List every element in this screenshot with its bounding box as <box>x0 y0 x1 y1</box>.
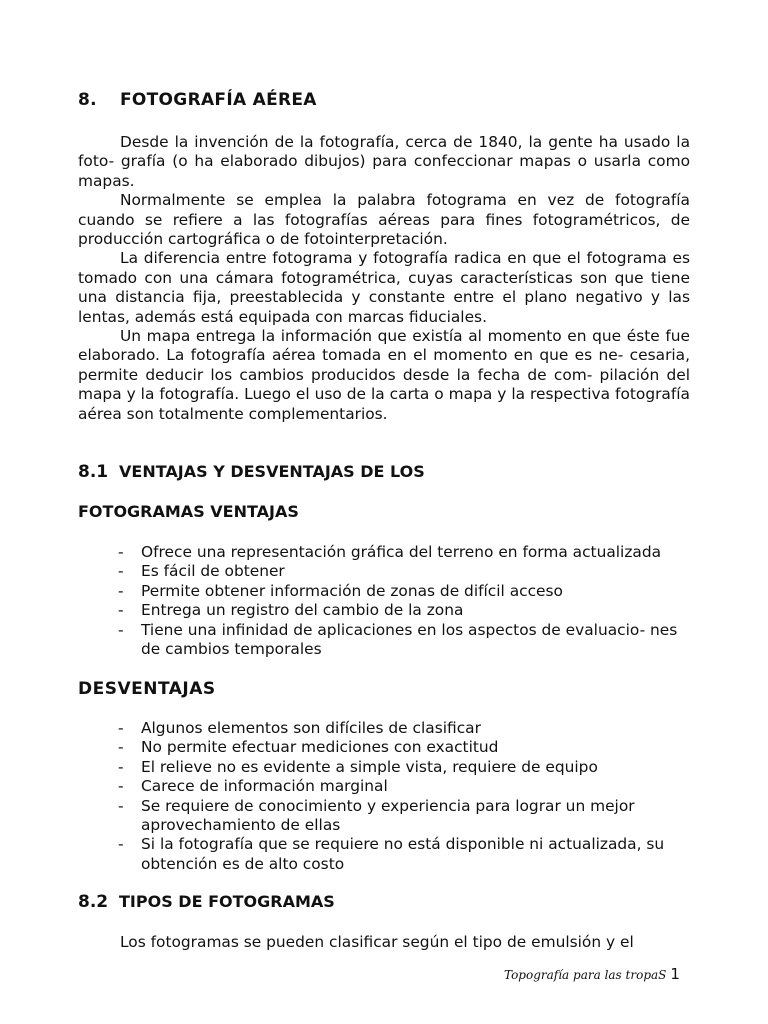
paragraph: Un mapa entrega la información que existía al momento en que éste fue elaborado. La fotografía aérea tomada en el momento en que es ne- cesaria, permite deducir los cambios producidos desde la fecha de com- pilación del mapa y la fotografía. Luego el uso de la carta o mapa y la respectiva fotografía aérea son totalmente complementarios. <box>78 327 690 423</box>
section-8-2-heading <box>78 892 335 912</box>
list-item: - Permite obtener información de zonas de difícil acceso <box>78 582 690 601</box>
list-item: - Si la fotografía que se requiere no está disponible ni actualizada, su obtención es de alto costo <box>78 835 690 874</box>
list-item: - Se requiere de conocimiento y experiencia para lograr un mejor aprovechamiento de ellas <box>78 797 690 836</box>
section-8-number: 8. <box>78 90 97 110</box>
list-item: - Carece de información marginal <box>78 777 690 796</box>
section-8-1-number: 8.1 <box>78 462 109 482</box>
paragraph: La diferencia entre fotograma y fotografía radica en que el fotograma es tomado con una cámara fotogramétrica, cuyas características son que tiene una distancia fija, preestablecida y constante entre el plano negativo y las lentas, además está equipada con marcas fiduciales. <box>78 249 690 326</box>
desventajas-heading: DESVENTAJAS <box>78 679 216 699</box>
section-8-2-title: TIPOS DE FOTOGRAMAS <box>119 892 335 911</box>
ventajas-list <box>78 543 690 659</box>
list-item: - No permite efectuar mediciones con exactitud <box>78 738 690 757</box>
section-8-body <box>78 133 690 424</box>
page-footer <box>504 965 680 983</box>
paragraph: Normalmente se emplea la palabra fotograma en vez de fotografía cuando se refiere a las fotografías aéreas para fines fotogramétricos, de producción cartográfica o de fotointerpretación. <box>78 191 690 249</box>
list-item: - Entrega un registro del cambio de la zona <box>78 601 690 620</box>
section-8-1-title: VENTAJAS Y DESVENTAJAS DE LOS <box>119 462 425 481</box>
section-8-title: FOTOGRAFÍA AÉREA <box>120 90 317 110</box>
list-item: - Tiene una infinidad de aplicaciones en los aspectos de evaluacio- nes de cambios temporales <box>78 621 690 660</box>
section-8-2-number: 8.2 <box>78 892 109 912</box>
list-item: - Ofrece una representación gráfica del terreno en forma actualizada <box>78 543 690 562</box>
page-number: 1 <box>670 965 680 983</box>
list-item: - Algunos elementos son difíciles de clasificar <box>78 719 690 738</box>
footer-running-title: Topografía para las tropaS <box>504 968 667 982</box>
list-item: - El relieve no es evidente a simple vista, requiere de equipo <box>78 758 690 777</box>
desventajas-list <box>78 719 690 874</box>
paragraph: Desde la invención de la fotografía, cerca de 1840, la gente ha usado la foto- grafía (o ha elaborado dibujos) para confeccionar mapas o usarla como mapas. <box>78 133 690 190</box>
ventajas-heading: FOTOGRAMAS VENTAJAS <box>78 502 299 521</box>
paragraph: Los fotogramas se pueden clasificar según el tipo de emulsión y el <box>120 933 634 951</box>
section-8-2-body <box>78 933 690 952</box>
section-8-heading <box>78 90 317 110</box>
section-8-1-heading <box>78 462 425 482</box>
list-item: - Es fácil de obtener <box>78 562 690 581</box>
